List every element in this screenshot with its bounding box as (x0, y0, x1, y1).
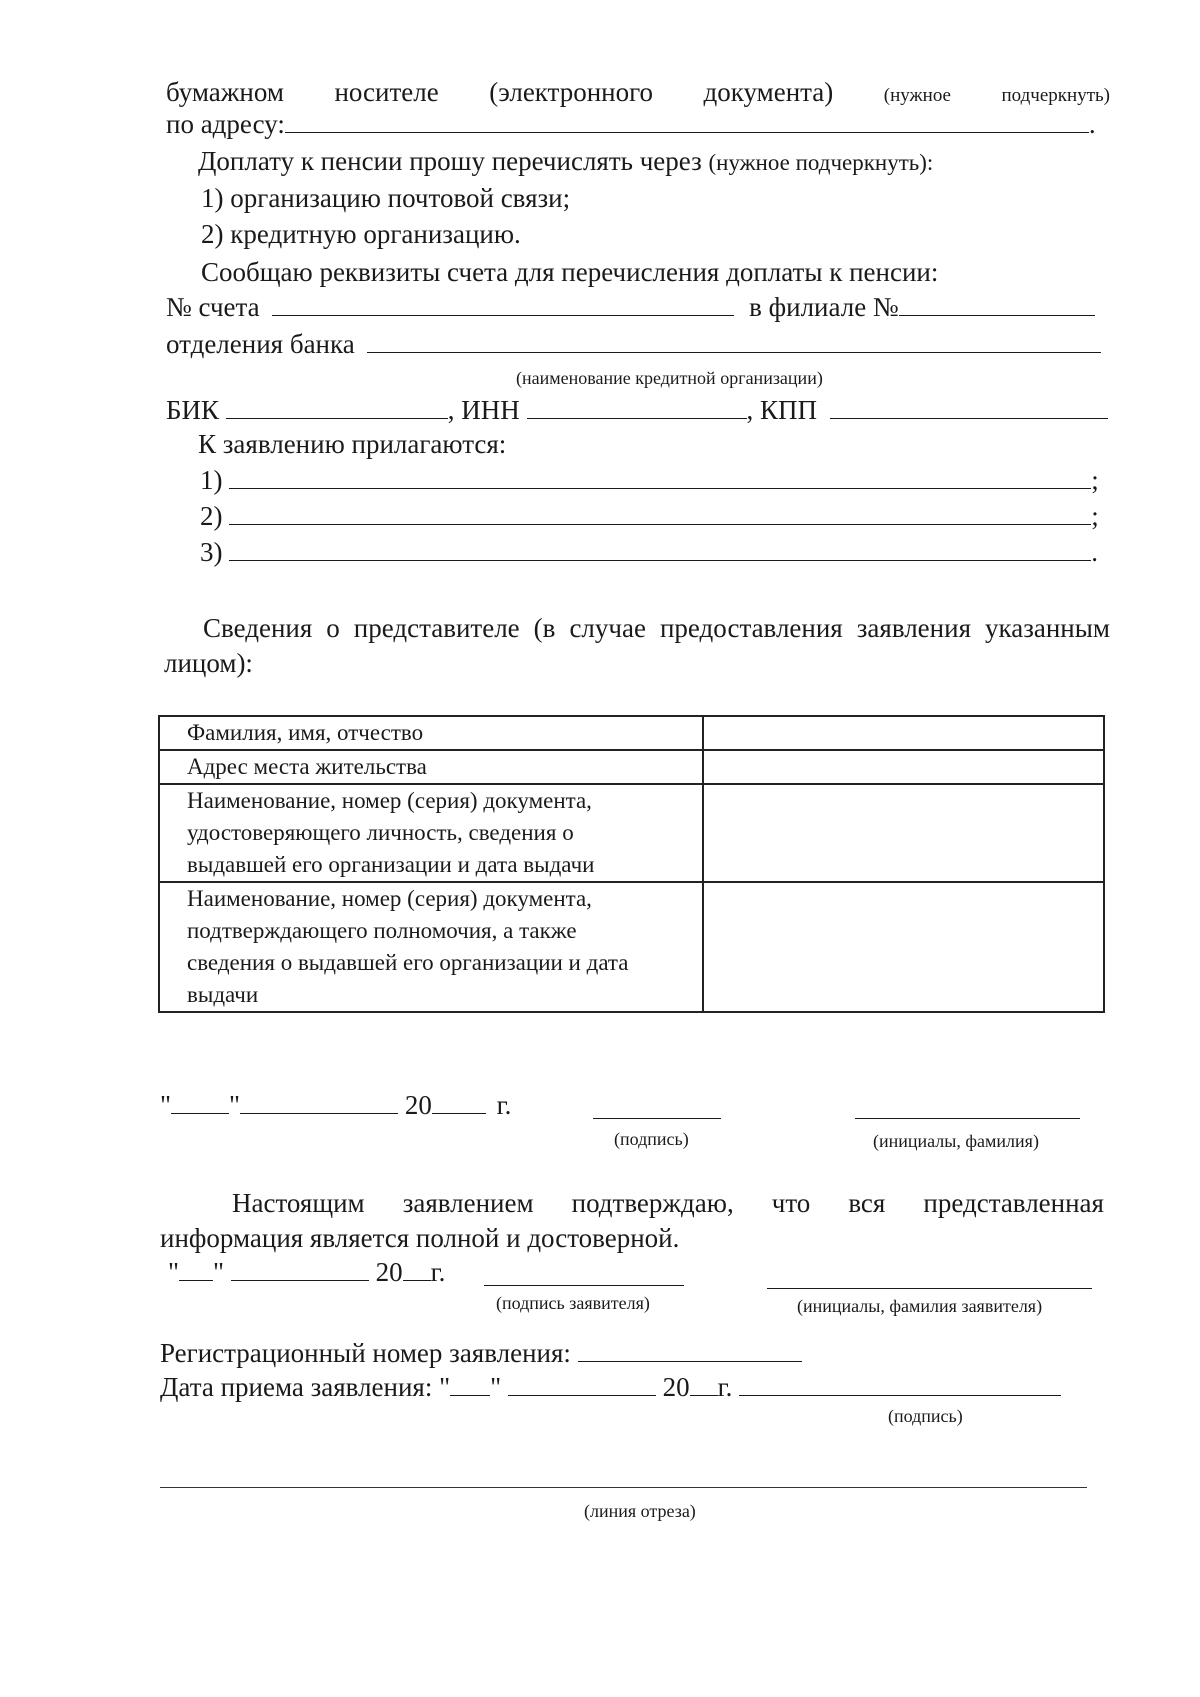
year-field[interactable] (403, 1256, 431, 1281)
word: что (771, 1188, 811, 1218)
confirmation-line2: информация является полной и достоверной. (160, 1223, 680, 1253)
delivery-option-post[interactable]: 1) организацию почтовой связи; (201, 183, 571, 213)
year-suffix: г. (430, 1257, 446, 1287)
label-line: выдачи (187, 982, 259, 1007)
inn-label: , ИНН (447, 395, 520, 425)
address-line (166, 108, 1096, 140)
sign-caption: (подпись) (614, 1129, 689, 1149)
address-end: . (1088, 109, 1096, 139)
applicant-signature-field[interactable] (484, 1285, 684, 1286)
word: указанным (985, 613, 1110, 643)
row-value-field[interactable] (703, 716, 1104, 750)
account-intro: Сообщаю реквизиты счета для перечисления доплаты к пенсии: (201, 257, 939, 287)
table-row (159, 750, 1104, 784)
branch-number-field[interactable] (899, 291, 1095, 316)
registration-number-label: Регистрационный номер заявления: (160, 1338, 571, 1368)
word: представленная (923, 1188, 1104, 1218)
address-label: по адресу: (166, 109, 285, 139)
kpp-label: , КПП (746, 395, 818, 425)
quote-open: " (168, 1257, 180, 1287)
word: предоставления (659, 613, 843, 643)
inn-field[interactable] (527, 394, 747, 419)
word: Сведения (203, 613, 313, 643)
year-field[interactable] (432, 1089, 486, 1114)
applicant-name-caption: (инициалы, фамилия заявителя) (797, 1296, 1043, 1316)
account-number-label: № счета (166, 292, 260, 322)
delivery-method-line (198, 145, 933, 179)
word: документа) (703, 77, 834, 107)
attachment-number: 3) (200, 537, 223, 567)
receiver-sign-caption: (подпись) (888, 1406, 963, 1426)
attachment-field[interactable] (229, 464, 1091, 489)
account-number-field[interactable] (272, 291, 734, 316)
year-prefix: 20 (375, 1257, 403, 1287)
branch-label: в филиале № (749, 292, 899, 322)
word: (электронного (489, 77, 653, 107)
label-line: подтверждающего полномочия, а также (187, 918, 577, 943)
label-line: удостоверяющего личность, сведения о (187, 820, 574, 845)
receiver-signature-field[interactable] (739, 1371, 1061, 1396)
month-field[interactable] (240, 1089, 398, 1114)
representative-intro-line2: лицом): (164, 648, 253, 678)
label-line: Наименование, номер (серия) документа, (187, 788, 592, 813)
hint-word: подчеркнуть) (1001, 85, 1110, 106)
applicant-name-field[interactable] (767, 1288, 1092, 1289)
attachment-item (200, 500, 1099, 532)
bank-name-field[interactable] (367, 328, 1101, 353)
row-label (159, 784, 703, 882)
delivery-hint: (нужное подчеркнуть): (708, 150, 934, 175)
row-value-field[interactable] (703, 784, 1104, 882)
day-field[interactable] (179, 1256, 213, 1281)
confirmation-line1 (232, 1187, 1104, 1219)
label-line: Адрес места жительства (187, 754, 427, 779)
year-suffix: г. (496, 1090, 512, 1120)
word: бумажном (166, 77, 284, 107)
bank-caption: (наименование кредитной организации) (516, 368, 823, 388)
applicant-sign-caption: (подпись заявителя) (496, 1293, 650, 1313)
name-caption: (инициалы, фамилия) (873, 1131, 1039, 1151)
quote-open: " (160, 1090, 172, 1120)
word: вся (848, 1188, 886, 1218)
year-prefix: 20 (404, 1090, 432, 1120)
attachment-field[interactable] (229, 536, 1091, 561)
word: (в (533, 613, 556, 643)
representative-intro-line1 (203, 612, 1110, 644)
representative-table (158, 715, 1105, 1013)
paper-medium-line (166, 76, 1110, 112)
row-value-field[interactable] (703, 882, 1104, 1012)
month-field[interactable] (231, 1256, 369, 1281)
label-line: Наименование, номер (серия) документа, (187, 886, 592, 911)
word: заявления (856, 613, 971, 643)
attachment-item (200, 536, 1098, 568)
label-line: сведения о выдавшей его организации и дата (187, 950, 629, 975)
word: заявлением (402, 1188, 534, 1218)
bik-field[interactable] (226, 394, 448, 419)
date-line-2 (168, 1256, 445, 1288)
delivery-option-bank[interactable]: 2) кредитную организацию. (201, 219, 521, 249)
receipt-date-label: Дата приема заявления: " (160, 1372, 451, 1402)
year-prefix: 20 (662, 1372, 690, 1402)
month-field[interactable] (508, 1371, 656, 1396)
table-row (159, 784, 1104, 882)
attachment-number: 2) (200, 501, 223, 531)
attachment-number: 1) (200, 465, 223, 495)
table-row (159, 882, 1104, 1012)
signature-field[interactable] (593, 1118, 721, 1119)
address-field[interactable] (285, 108, 1089, 133)
hint-word: (нужное (883, 85, 951, 106)
cut-line-caption: (линия отреза) (584, 1501, 696, 1521)
row-label (159, 716, 703, 750)
attachments-title: К заявлению прилагаются: (198, 429, 507, 459)
quote-close: " (213, 1257, 225, 1287)
word: случае (569, 613, 646, 643)
cut-line (160, 1487, 1087, 1488)
attachment-end: . (1091, 537, 1098, 567)
registration-number-field[interactable] (578, 1337, 802, 1362)
row-value-field[interactable] (703, 750, 1104, 784)
account-number-line (166, 291, 1095, 323)
day-field[interactable] (450, 1371, 490, 1396)
registration-number-line (160, 1337, 802, 1369)
name-field[interactable] (855, 1118, 1080, 1119)
year-field[interactable] (690, 1371, 718, 1396)
quote-close: " (229, 1090, 241, 1120)
word: подтверждаю, (571, 1188, 734, 1218)
row-label (159, 882, 703, 1012)
table-row (159, 716, 1104, 750)
receipt-date-line (160, 1371, 1061, 1403)
bank-branch-line (166, 328, 1101, 360)
label-line: выдавшей его организации и дата выдачи (187, 852, 595, 877)
date-line-1 (160, 1089, 511, 1121)
bank-codes-line (166, 394, 1108, 426)
word: представителе (353, 613, 520, 643)
quote-close: " (490, 1372, 502, 1402)
row-label (159, 750, 703, 784)
attachment-end: ; (1091, 465, 1099, 495)
delivery-text: Доплату к пенсии прошу перечислять через (198, 146, 702, 176)
word: носителе (334, 77, 439, 107)
word: Настоящим (232, 1188, 365, 1218)
word: о (326, 613, 340, 643)
kpp-field[interactable] (830, 394, 1108, 419)
day-field[interactable] (171, 1089, 229, 1114)
bik-label: БИК (166, 395, 220, 425)
attachment-item (200, 464, 1099, 496)
attachment-end: ; (1091, 501, 1099, 531)
bank-label: отделения банка (166, 329, 355, 359)
label-line: Фамилия, имя, отчество (187, 720, 424, 745)
attachment-field[interactable] (229, 500, 1091, 525)
year-suffix: г. (717, 1372, 733, 1402)
